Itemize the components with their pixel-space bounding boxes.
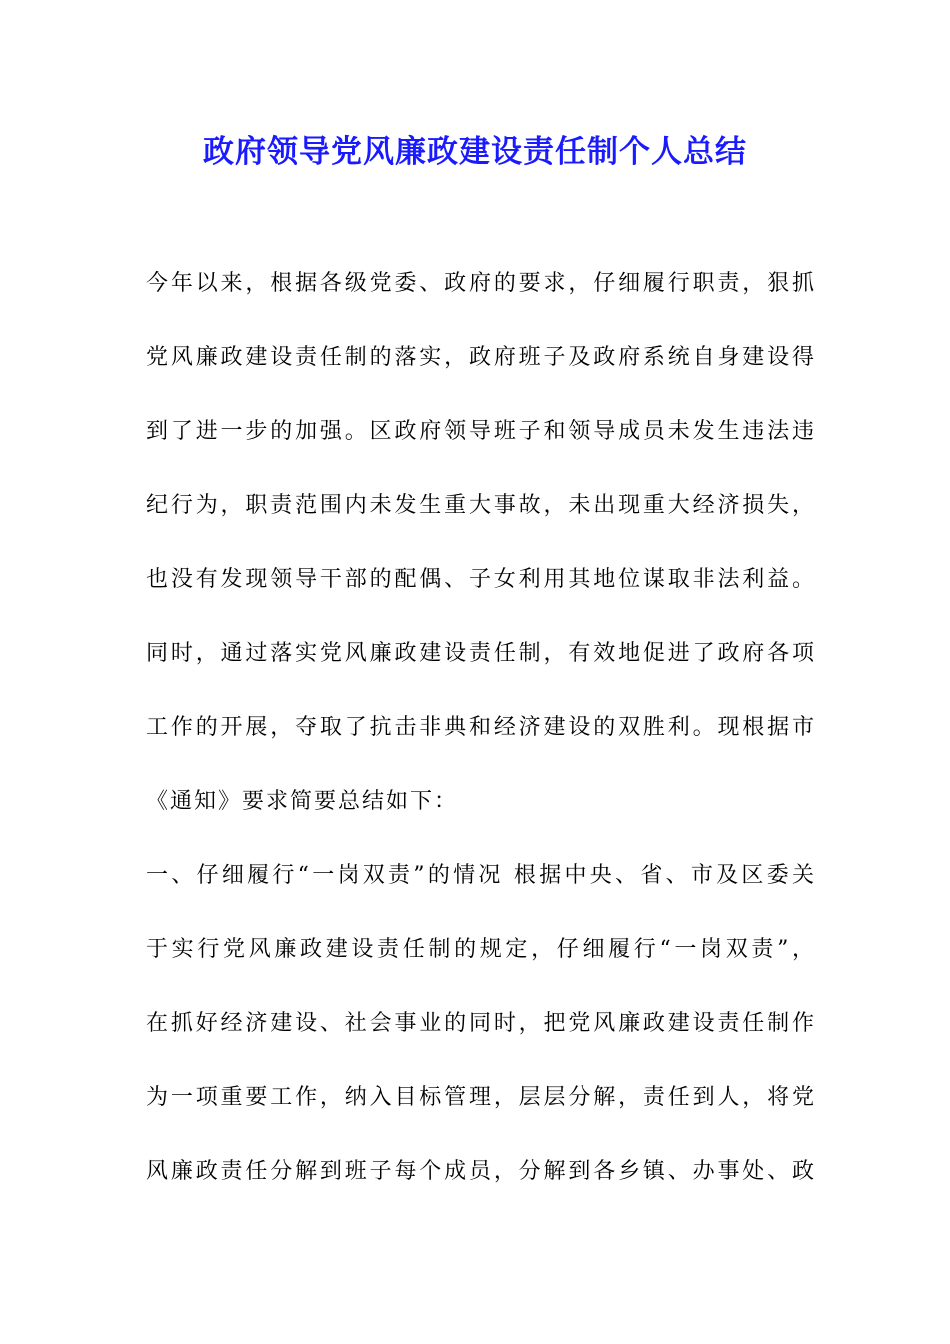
document-title: 政府领导党风廉政建设责任制个人总结 <box>203 134 747 170</box>
body-line: 纪行为，职责范围内未发生重大事故，未出现重大经济损失， <box>146 493 816 518</box>
document-body <box>146 262 816 1224</box>
body-line: 同时，通过落实党风廉政建设责任制，有效地促进了政府各项 <box>146 641 816 666</box>
body-line: 《通知》要求简要总结如下： <box>146 789 459 814</box>
body-line: 一、仔细履行“一岗双责”的情况 根据中央、省、市及区委关 <box>146 863 816 888</box>
body-line: 今年以来，根据各级党委、政府的要求，仔细履行职责，狠抓 <box>146 271 816 296</box>
body-line: 在抓好经济建设、社会事业的同时，把党风廉政建设责任制作 <box>146 1011 816 1036</box>
body-line: 党风廉政建设责任制的落实，政府班子及政府系统自身建设得 <box>146 345 816 370</box>
body-line: 风廉政责任分解到班子每个成员，分解到各乡镇、办事处、政 <box>146 1159 816 1184</box>
body-line: 工作的开展，夺取了抗击非典和经济建设的双胜利。现根据市 <box>146 715 816 740</box>
body-line: 于实行党风廉政建设责任制的规定，仔细履行“一岗双责”， <box>146 937 816 962</box>
body-line: 也没有发现领导干部的配偶、子女利用其地位谋取非法利益。 <box>146 567 816 592</box>
body-line: 为一项重要工作，纳入目标管理，层层分解，责任到人，将党 <box>146 1085 816 1110</box>
body-line: 到了进一步的加强。区政府领导班子和领导成员未发生违法违 <box>146 419 816 444</box>
